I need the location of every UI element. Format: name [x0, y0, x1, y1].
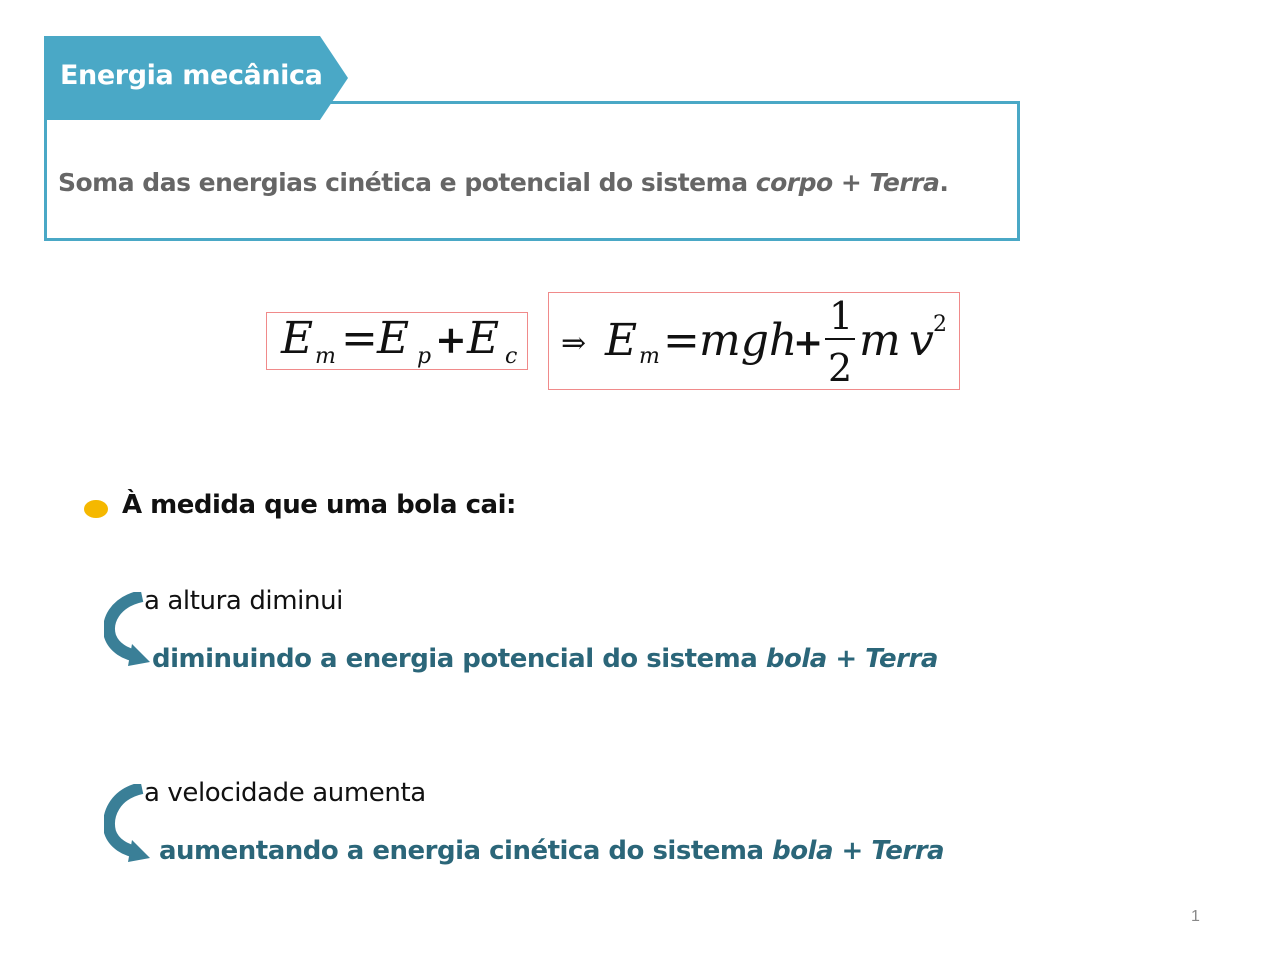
- eq2-sub-m: m: [639, 344, 660, 369]
- equation-expanded: [548, 292, 960, 390]
- eq2-symbol-E: E: [605, 315, 638, 366]
- eq2-v: v: [909, 315, 934, 366]
- eq2-implies: ⇒: [561, 326, 587, 361]
- page-number: 1: [1191, 908, 1200, 925]
- bullet-dot-icon: [84, 500, 108, 518]
- eq1-plus: +: [435, 317, 467, 362]
- bullet-heading: À medida que uma bola cai:: [122, 490, 516, 520]
- eq2-m: m: [859, 315, 901, 366]
- item1-line2: diminuindo a energia potencial do sistema bola + Terra: [152, 644, 938, 674]
- eq2-plus: +: [793, 322, 824, 364]
- definition-text: Soma das energias cinética e potencial do sistema corpo + Terra.: [58, 168, 949, 197]
- eq1-symbol-E3: E: [467, 313, 500, 364]
- eq1-equals: =: [341, 313, 378, 364]
- eq2-mgh: mgh: [699, 315, 798, 366]
- eq1-sub-m: m: [315, 344, 336, 369]
- section-title: Energia mecânica: [60, 60, 323, 91]
- eq2-equals: =: [663, 315, 700, 366]
- item2-line2: aumentando a energia cinética do sistema bola + Terra: [159, 836, 945, 866]
- equation-mechanical-energy: [266, 312, 528, 370]
- item2-line1: a velocidade aumenta: [144, 778, 426, 808]
- eq2-denominator: 2: [828, 346, 853, 389]
- definition-system: corpo + Terra: [755, 168, 940, 197]
- eq1-sub-p: p: [417, 344, 432, 369]
- item1-line1: a altura diminui: [144, 586, 343, 616]
- eq1-sub-c: c: [505, 344, 518, 369]
- eq1-symbol-E2: E: [377, 313, 410, 364]
- eq1-symbol-E: E: [281, 313, 314, 364]
- eq2-exponent: 2: [933, 312, 947, 337]
- eq2-numerator: 1: [829, 294, 854, 338]
